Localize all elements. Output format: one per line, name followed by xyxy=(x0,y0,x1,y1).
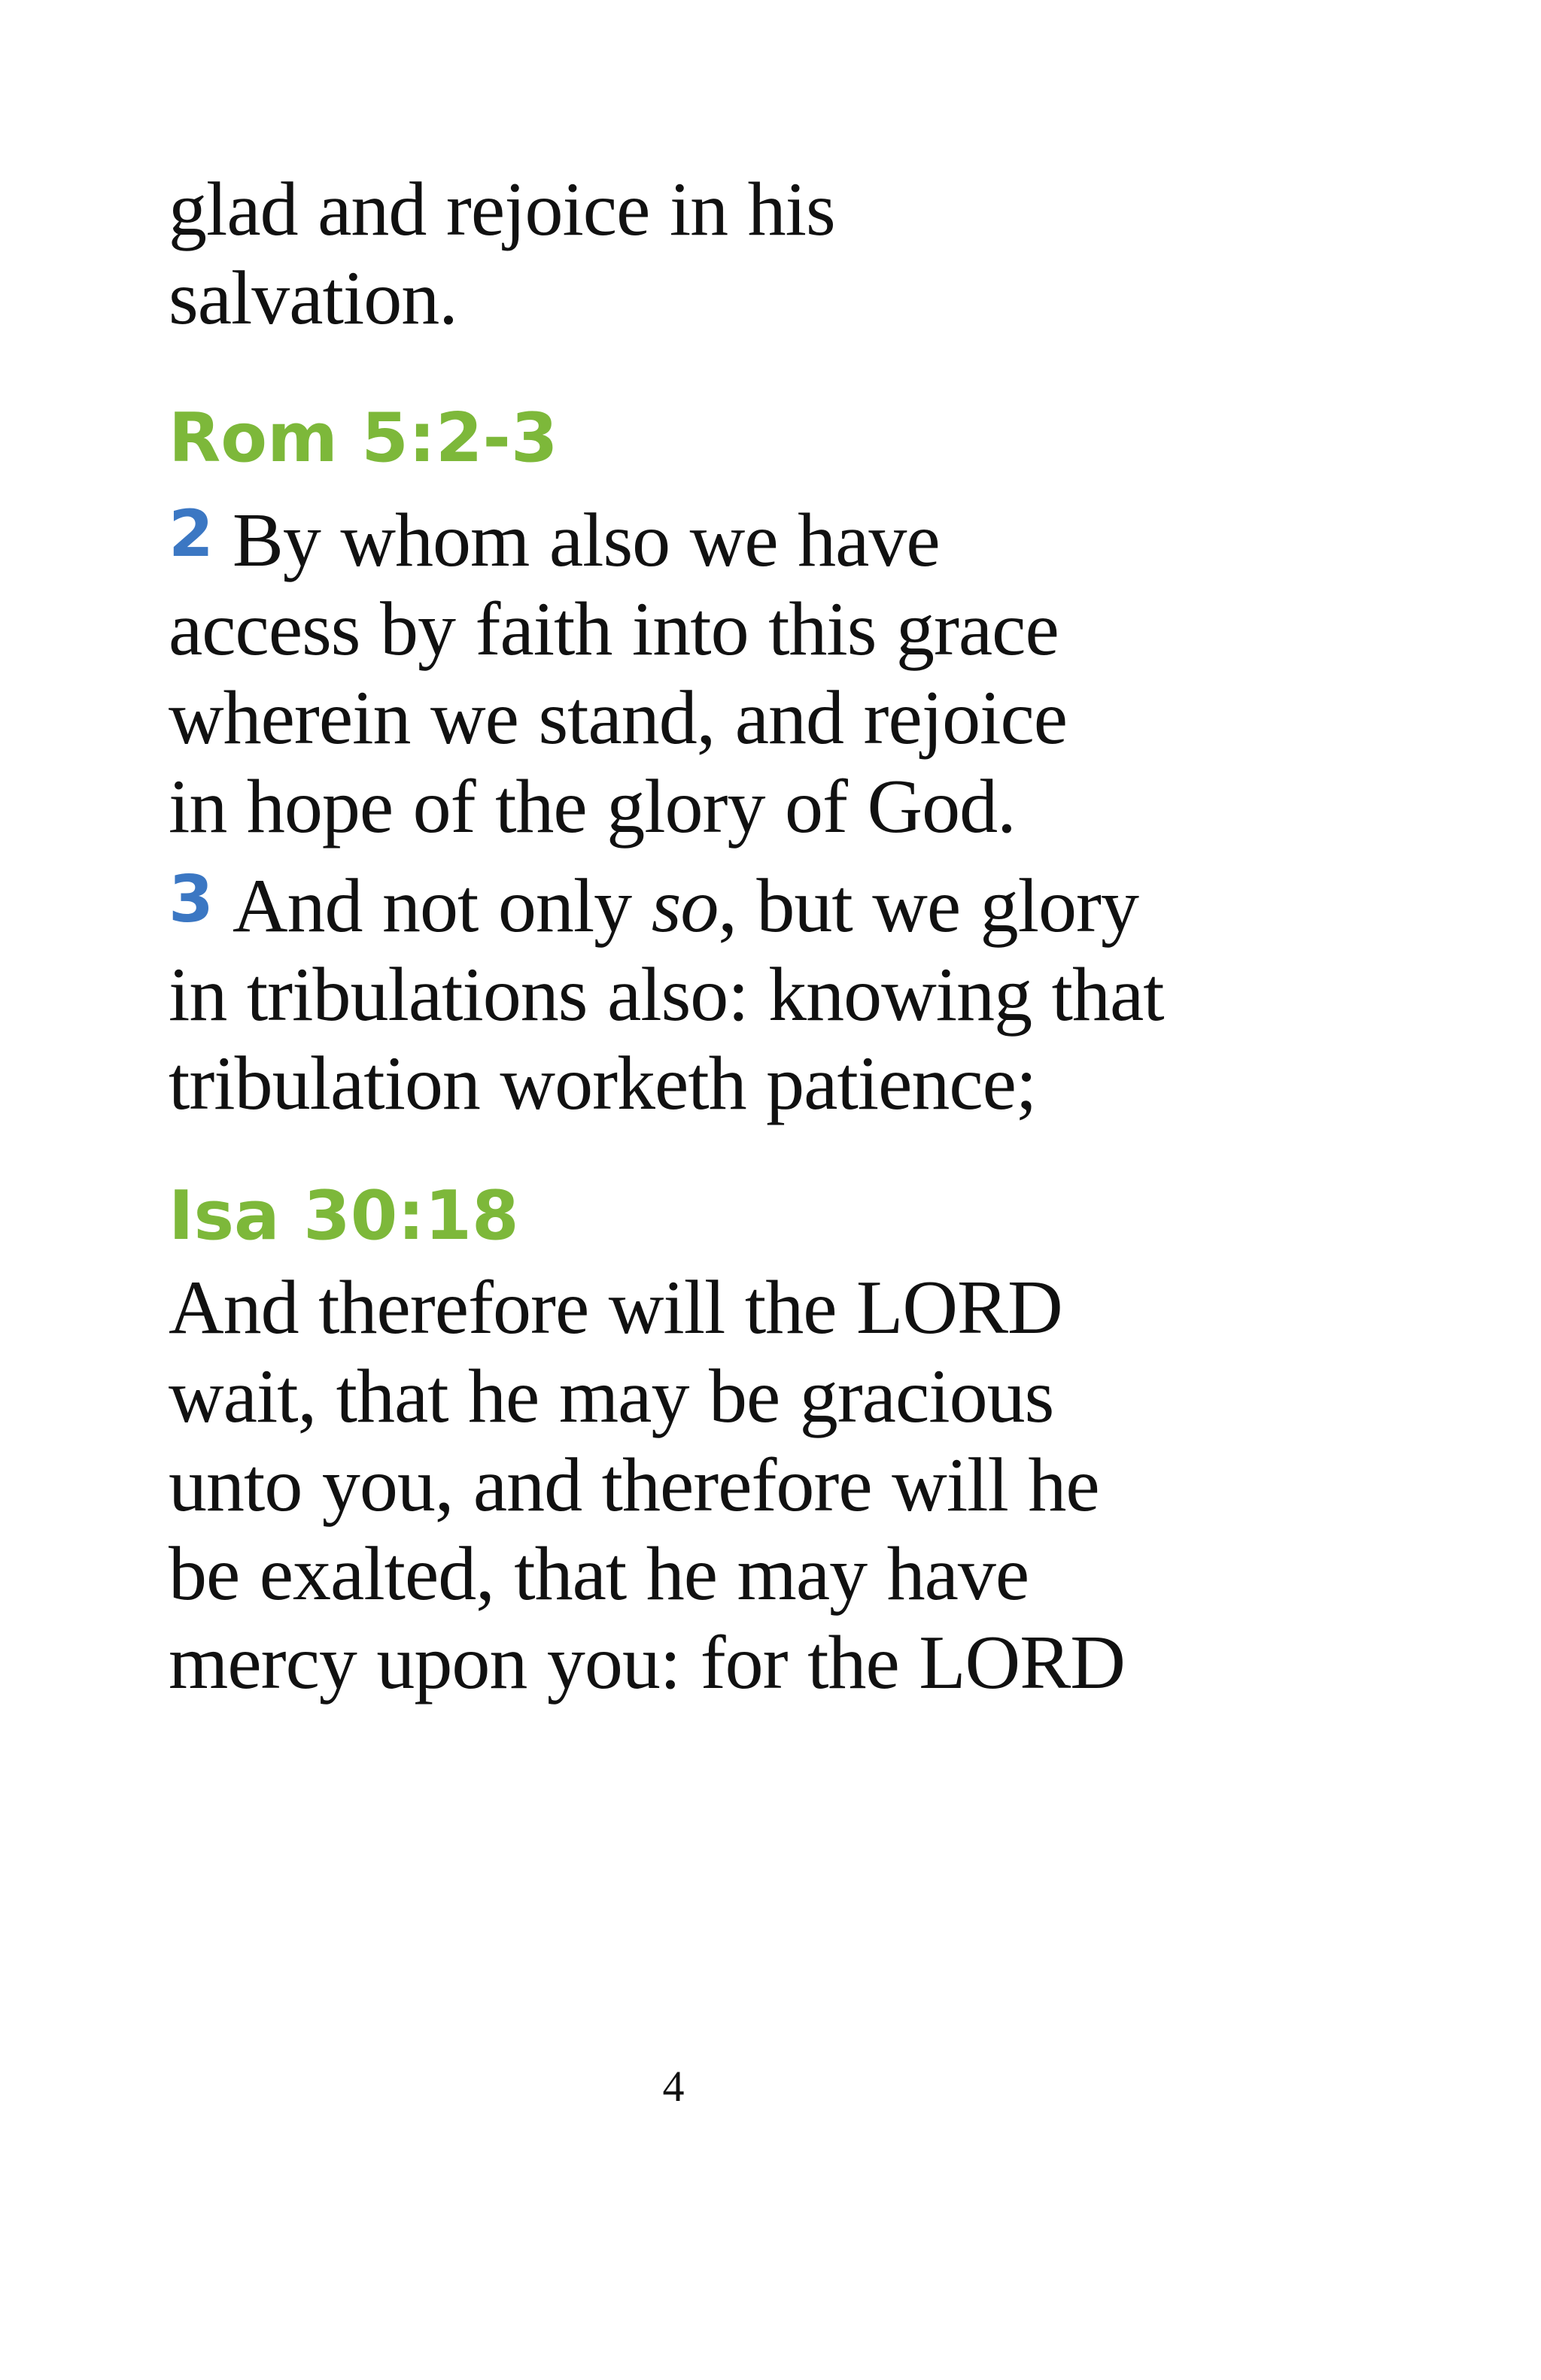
verse-text-end: , but we glory in tribulations also: knowing that tribulation worketh patience; xyxy=(169,864,1164,1126)
verse-text-italic: so xyxy=(651,864,719,949)
passage-text-isa: And therefore will the LORD wait, that he may be gracious unto you, and therefore will he be exalted, that he may have mercy upon you: for the LORD xyxy=(169,1265,1125,1705)
page-number: 4 xyxy=(662,2062,685,2111)
verse-number: 2 xyxy=(169,496,213,572)
text-column xyxy=(169,165,1222,1708)
passage-reference-isa: Isa 30:18 xyxy=(169,1176,519,1255)
verse-rom-5-2 xyxy=(169,496,1132,852)
continuation-text: glad and rejoice in his salvation. xyxy=(169,167,835,341)
verse-text-start: And not only xyxy=(232,864,652,949)
passage-reference-rom: Rom 5:2-3 xyxy=(169,399,558,478)
verse-number: 3 xyxy=(169,862,213,937)
verse-rom-5-3 xyxy=(169,862,1192,1128)
verse-text: By whom also we have access by faith into this grace wherein we stand, and rejoice in hope of the glory of God. xyxy=(169,498,1067,849)
